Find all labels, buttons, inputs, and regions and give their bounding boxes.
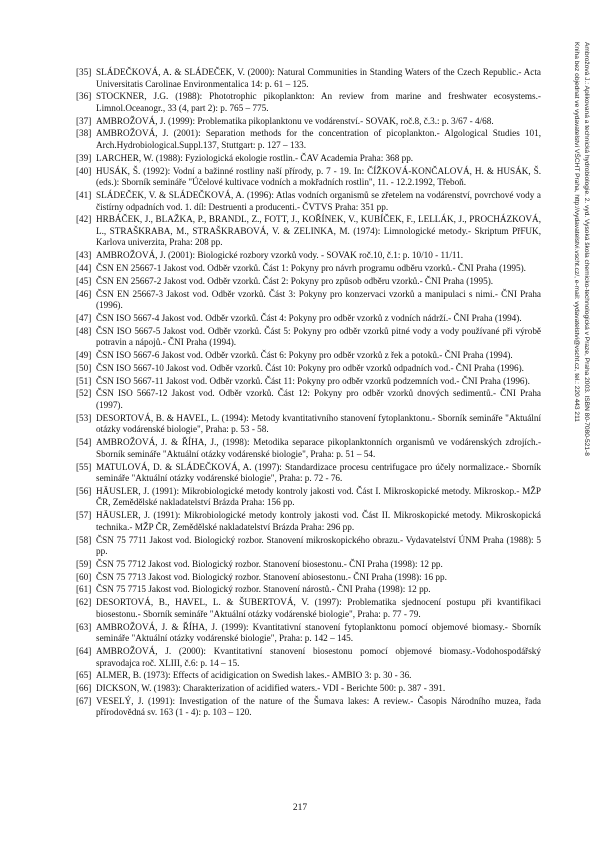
reference-number: [40] [76, 165, 92, 176]
reference-text: AMBROŽOVÁ, J. (2001): Separation methods for the concentration of picoplankton.- Algological Studies 101, Arch.Hydrobiological.Suppl.137, Stuttgart: p. 127 – 133. [96, 128, 541, 151]
reference-item [76, 462, 541, 485]
reference-number: [67] [76, 695, 92, 706]
reference-item [76, 535, 541, 558]
reference-text: AMBROŽOVÁ, J. (2001): Biologické rozbory vzorků vody. - SOVAK roč.10, č.1: p. 10/10 - 11/11. [96, 250, 464, 261]
reference-item [76, 350, 541, 362]
reference-item [76, 437, 541, 460]
reference-text: ČSN ISO 5667-11 Jakost vod. Odběr vzorků. Část 11: Pokyny pro odběr vzorků podzemních vod.- ČNI Praha (1996). [96, 375, 530, 386]
side-note-line-2: Kniha bez objednat ve vydavatelství VŠCHT Praha, http://vydavatelstvi.vscht.cz/, e-mail: vydavatelstvi@vscht.cz, tel.: 220 443 211 [573, 42, 581, 422]
reference-number: [43] [76, 250, 92, 261]
reference-text: HRBÁČEK, J., BLAŽKA, P., BRANDL, Z., FOTT, J., KOŘÍNEK, V., KUBÍČEK, F., LELLÁK, J., PROCHÁZKOVÁ, L., STRAŠKRABA, M., STRAŠKRABOVÁ, V. & ZELINKA, M. (1974): Limnologické metody.- Skriptum PřFUK, Karlova univerzita, Praha: 208 pp. [96, 214, 541, 248]
reference-number: [63] [76, 621, 92, 632]
reference-text: ČSN 75 7715 Jakost vod. Biologický rozbor. Stanovení nárostů.- ČNI Praha (1998): 12 pp. [96, 584, 431, 595]
reference-number: [35] [76, 67, 92, 77]
reference-text: ČSN ISO 5667-12 Jakost vod. Odběr vzorků. Část 12: Pokyny pro odběr vzorků dnových sedimentů.- ČNI Praha (1997). [96, 388, 541, 411]
reference-item [76, 363, 541, 375]
reference-text: AMBROŽOVÁ, J. & ŘÍHA, J., (1998): Metodika separace pikoplanktonních organismů ve vodárenských zdrojích.- Sborník semináře "Aktuální otázky vodárenské biologie", Praha: p. 51 – 54. [96, 437, 541, 459]
reference-item [76, 153, 541, 165]
reference-item [76, 683, 541, 695]
reference-text: DESORTOVÁ, B. & HAVEL, L. (1994): Metody kvantitativního stanovení fytoplanktonu.- Sborník semináře "Aktuální otázky vodárenské biologie", Praha: p. 53 - 58. [96, 412, 541, 435]
reference-item [76, 510, 541, 533]
reference-text: ČSN EN 25667-3 Jakost vod. Odběr vzorků. Část 3: Pokyny pro konzervaci vzorků a manipulaci s nimi.- ČNI Praha (1996). [96, 288, 541, 311]
reference-item [76, 67, 541, 90]
reference-number: [36] [76, 91, 92, 102]
reference-number: [66] [76, 683, 92, 694]
reference-text: ČSN 75 7713 Jakost vod. Biologický rozbor. Stanovení abiosestonu.- ČNI Praha (1998): 16 pp. [96, 571, 447, 582]
reference-number: [39] [76, 152, 92, 163]
reference-item [76, 326, 541, 349]
reference-number: [62] [76, 597, 92, 608]
page-number: 217 [292, 803, 308, 813]
reference-number: [47] [76, 312, 92, 323]
reference-text: DICKSON, W. (1983): Charakterization of acidified waters.- VDI - Berichte 500: p. 387 - 391. [96, 683, 446, 694]
reference-number: [51] [76, 375, 92, 386]
reference-number: [50] [76, 362, 92, 373]
reference-item [76, 486, 541, 509]
reference-number: [54] [76, 437, 92, 448]
reference-item [76, 572, 541, 584]
reference-item [76, 289, 541, 312]
reference-number: [44] [76, 263, 92, 273]
reference-item [76, 670, 541, 682]
reference-number: [37] [76, 115, 92, 126]
reference-text: ČSN ISO 5667-10 Jakost vod. Odběr vzorků. Část 10: Pokyny pro odběr vzorků odpadních vod.- ČNI Praha (1996). [96, 362, 524, 373]
reference-number: [64] [76, 645, 92, 656]
reference-item [76, 622, 541, 645]
reference-number: [58] [76, 534, 92, 545]
reference-number: [46] [76, 288, 92, 299]
reference-item [76, 128, 541, 151]
reference-number: [49] [76, 350, 92, 361]
reference-item [76, 263, 541, 275]
reference-text: VESELÝ, J. (1991): Investigation of the nature of the Šumava lakes: A review.- Časopis Národního muzea, řada přírodovědná sv. 163 (1 - 4): p. 103 – 120. [96, 695, 541, 718]
reference-item [76, 116, 541, 128]
reference-text: ČSN ISO 5667-6 Jakost vod. Odběr vzorků. Část 6: Pokyny pro odběr vzorků z řek a potoků.- ČNI Praha (1994). [96, 350, 513, 361]
reference-item [76, 250, 541, 262]
reference-number: [57] [76, 510, 92, 521]
reference-item [76, 166, 541, 189]
reference-text: AMBROŽOVÁ, J. (1999): Problematika pikoplanktonu ve vodárenství.- SOVAK, roč.8, č.3.: p. 3/67 - 4/68. [96, 115, 494, 126]
reference-item [76, 559, 541, 571]
reference-text: HUSÁK, Š. (1992): Vodní a bažinné rostliny naší přírody, p. 7 - 19. In: ČÍŽKOVÁ-KONČALOVÁ, H. & HUSÁK, Š. (eds.): Sborník semináře "Účelové kultivace vodních a mokřadních rostlin", 11. - 12.2.1992, Třeboň. [96, 165, 541, 188]
reference-text: ČSN 75 7711 Jakost vod. Biologický rozbor. Stanovení mikroskopického obrazu.- Vydavatelství ÚNM Praha (1988): 5 pp. [96, 534, 541, 557]
reference-number: [38] [76, 128, 92, 139]
reference-number: [42] [76, 214, 92, 225]
reference-item [76, 584, 541, 596]
reference-text: HÄUSLER, J. (1991): Mikrobiologické metody kontroly jakosti vod. Část I. Mikroskopické metody. Mikroskop.- MŽP ČR, Zemědělské nakladatelství Brázda Praha: 156 pp. [96, 485, 541, 508]
reference-number: [61] [76, 584, 92, 595]
reference-number: [56] [76, 485, 92, 496]
reference-text: ČSN EN 25667-1 Jakost vod. Odběr vzorků. Část 1: Pokyny pro návrh programu odběru vzorků.- ČNI Praha (1995). [96, 263, 526, 273]
reference-text: SLÁDEČEK, V. & SLÁDEČKOVÁ, A. (1996): Atlas vodních organismů se zřetelem na vodárenství, povrchové vody a čistírny odpadních vod. 1. díl: Destruenti a producenti.- ČVTVS Praha: 351 pp. [96, 189, 541, 212]
reference-text: ČSN ISO 5667-4 Jakost vod. Odběr vzorků. Část 4: Pokyny pro odběr vzorků z vodních nádrží.- ČNI Praha (1994). [96, 312, 522, 323]
side-margin-note [561, 42, 591, 642]
reference-number: [60] [76, 571, 92, 582]
reference-item [76, 696, 541, 719]
reference-text: MATULOVÁ, D. & SLÁDEČKOVÁ, A. (1997): Standardizace procesu centrifugace pro účely normalizace.- Sborník semináře "Aktuální otázky vodárenské biologie", Praha: p. 72 - 76. [96, 461, 541, 484]
reference-number: [53] [76, 412, 92, 423]
reference-number: [45] [76, 275, 92, 286]
reference-number: [52] [76, 388, 92, 399]
reference-item [76, 413, 541, 436]
reference-item [76, 91, 541, 114]
reference-number: [59] [76, 558, 92, 569]
reference-item [76, 388, 541, 411]
reference-text: ČSN 75 7712 Jakost vod. Biologický rozbor. Stanovení biosestonu.- ČNI Praha (1998): 12 pp. [96, 558, 443, 569]
reference-number: [41] [76, 189, 92, 200]
reference-text: ČSN EN 25667-2 Jakost vod. Odběr vzorků. Část 2: Pokyny pro způsob odběru vzorků.- ČNI Praha (1995). [96, 275, 494, 286]
reference-item [76, 646, 541, 669]
reference-list [76, 67, 541, 720]
reference-text: AMBROŽOVÁ, J. (2000): Kvantitativní stanovení biosestonu pomocí objemové biomasy.-Vodohospodářský spravodajca roč. XLIII, č.6: p. 14 – 15. [96, 645, 541, 668]
side-note-line-1: Ambrožová J.: Aplikovaná a technická hydrobiologie. 2. vyd. Vysoká škola chemicko-technologická v Praze, Praha 2003. ISBN 80-7080-521-8 [583, 42, 590, 456]
reference-text: DESORTOVÁ, B., HAVEL, L. & ŠUBERTOVÁ, V. (1997): Problematika sjednocení postupu při kvantifikaci biosestonu.- Sborník semináře "Aktuální otázky vodárenské biologie", Praha: p. 77 - 79. [96, 597, 541, 619]
reference-text: ALMER, B. (1973): Effects of acidigication on Swedish lakes.- AMBIO 3: p. 30 - 36. [96, 670, 412, 681]
reference-text: HÄUSLER, J. (1991): Mikrobiologické metody kontroly jakosti vod. Část II. Mikroskopické metody. Mikroskopická technika.- MŽP ČR, Zemědělské nakladatelství Brázda Praha: 296 pp. [96, 510, 541, 532]
reference-number: [55] [76, 461, 92, 472]
reference-text: SLÁDEČKOVÁ, A. & SLÁDEČEK, V. (2000): Natural Communities in Standing Waters of the Czech Republic.- Acta Universitatis Carolinae Environmentalica 14: p. 61 – 125. [96, 67, 541, 89]
reference-item [76, 190, 541, 213]
reference-item [76, 597, 541, 620]
reference-text: AMBROŽOVÁ, J. & ŘÍHA, J. (1999): Kvantitativní stanovení fytoplanktonu pomocí objemové biomasy.- Sborník semináře "Aktuální otázky vodárenské biologie", Praha: p. 142 – 145. [96, 621, 541, 644]
reference-number: [48] [76, 325, 92, 336]
reference-item [76, 214, 541, 249]
reference-text: LARCHER, W. (1988): Fyziologická ekologie rostlin.- ČAV Academia Praha: 368 pp. [96, 152, 414, 163]
reference-item [76, 376, 541, 388]
reference-item [76, 313, 541, 325]
reference-number: [65] [76, 670, 92, 681]
reference-text: STOCKNER, J.G. (1988): Phototrophic pikoplankton: An review from marine and freshwater ecosystems.- Limnol.Oceanogr., 33 (4, part 2): p. 765 – 775. [96, 91, 541, 113]
reference-item [76, 276, 541, 288]
reference-text: ČSN ISO 5667-5 Jakost vod. Odběr vzorků. Část 5: Pokyny pro odběr vzorků pitné vody a vody používané při výrobě potravin a nápojů.- ČNI Praha (1994). [96, 325, 541, 348]
